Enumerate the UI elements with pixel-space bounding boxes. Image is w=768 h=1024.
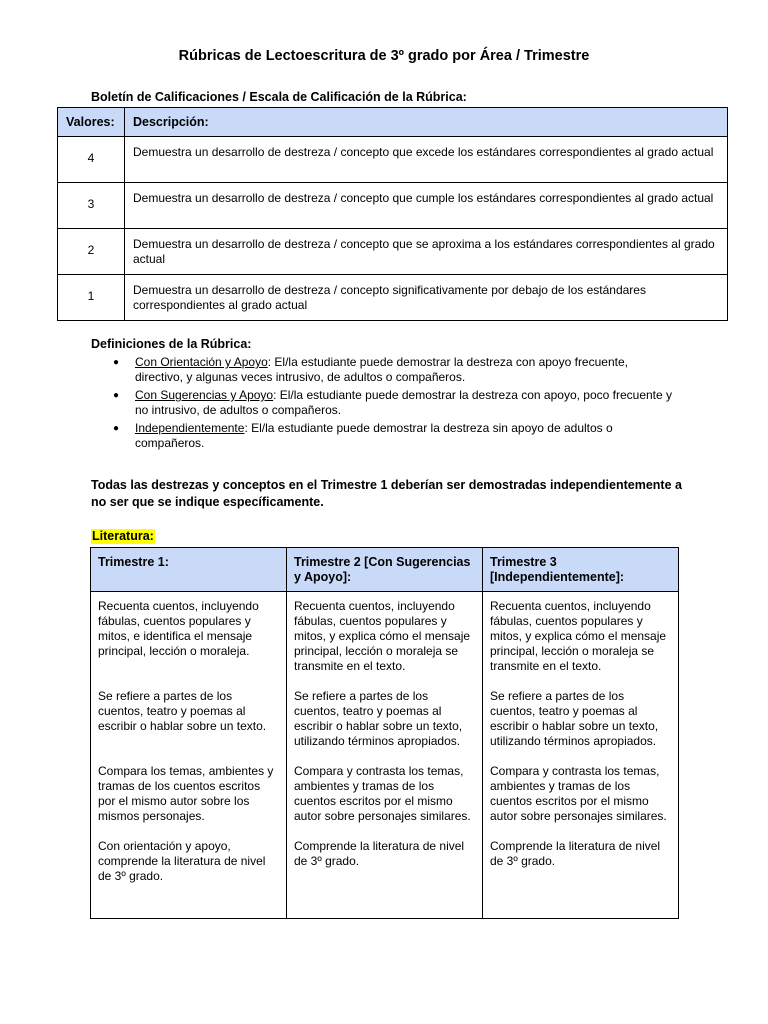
skill-item: Comprende la literatura de nivel de 3º grado. [294, 839, 465, 868]
trimester-1-cell [91, 592, 287, 919]
table-header-row [91, 548, 679, 592]
bullet-icon: ● [113, 357, 120, 368]
scale-description: Demuestra un desarrollo de destreza / concepto que cumple los estándares correspondientes al grado actual [125, 183, 728, 229]
trimester-1-header: Trimestre 1: [91, 548, 287, 592]
grading-scale-table [57, 107, 728, 321]
definitions-list [113, 355, 673, 454]
skill-item: Compara y contrasta los temas, ambientes y tramas de los cuentos escritos por el mismo autor sobre personajes similares. [294, 764, 471, 823]
scale-value: 3 [58, 183, 125, 229]
skill-item: Con orientación y apoyo, comprende la literatura de nivel de 3º grado. [98, 839, 266, 883]
literature-table [90, 547, 679, 919]
list-item [113, 421, 673, 451]
scale-value: 4 [58, 137, 125, 183]
scale-description: Demuestra un desarrollo de destreza / concepto que excede los estándares correspondientes al grado actual [125, 137, 728, 183]
scale-value: 1 [58, 275, 125, 321]
list-item [113, 388, 673, 418]
definition-text: : El/la estudiante puede demostrar la destreza con apoyo frecuente, directivo, y algunas veces intrusivo, de adultos o compañeros. [135, 355, 628, 384]
bullet-icon: ● [113, 423, 120, 434]
definition-term: Independientemente [135, 421, 245, 435]
skill-item: Se refiere a partes de los cuentos, teatro y poemas al escribir o hablar sobre un texto, utilizando términos apropiados. [490, 689, 659, 748]
trimester-notice: Todas las destrezas y conceptos en el Trimestre 1 deberían ser demostradas independientemente a no ser que se indique específicamente. [91, 478, 682, 509]
skill-item: Recuenta cuentos, incluyendo fábulas, cuentos populares y mitos, e identifica el mensaje principal, lección o moraleja. [98, 599, 259, 658]
trimester-3-cell [483, 592, 679, 919]
table-row [58, 137, 728, 183]
list-item [113, 355, 673, 385]
table-header-row [58, 108, 728, 137]
page-title: Rúbricas de Lectoescritura de 3º grado por Área / Trimestre [178, 48, 590, 64]
description-header: Descripción: [125, 108, 728, 137]
literature-heading: Literatura: [92, 529, 154, 543]
skill-item: Compara y contrasta los temas, ambientes y tramas de los cuentos escritos por el mismo autor sobre personajes similares. [490, 764, 667, 823]
bullet-icon: ● [113, 390, 120, 401]
trimester-3-header: Trimestre 3 [Independientemente]: [483, 548, 679, 592]
definition-term: Con Orientación y Apoyo [135, 355, 268, 369]
scale-value: 2 [58, 229, 125, 275]
table-row [58, 275, 728, 321]
trimester-2-cell [287, 592, 483, 919]
skill-item: Recuenta cuentos, incluyendo fábulas, cuentos populares y mitos, y explica cómo el mensaje principal, lección o moraleja se transmite en el texto. [490, 599, 667, 673]
definitions-heading: Definiciones de la Rúbrica: [91, 337, 252, 351]
table-row [58, 183, 728, 229]
table-row [91, 592, 679, 919]
trimester-2-header: Trimestre 2 [Con Sugerencias y Apoyo]: [287, 548, 483, 592]
skill-item: Recuenta cuentos, incluyendo fábulas, cuentos populares y mitos, y explica cómo el mensaje principal, lección o moraleja se transmite en el texto. [294, 599, 471, 673]
skill-item: Comprende la literatura de nivel de 3º grado. [490, 839, 661, 868]
skill-item: Se refiere a partes de los cuentos, teatro y poemas al escribir o hablar sobre un texto. [98, 689, 267, 733]
skill-item: Compara los temas, ambientes y tramas de los cuentos escritos por el mismo autor sobre los mismos personajes. [98, 764, 274, 823]
definition-term: Con Sugerencias y Apoyo [135, 388, 274, 402]
values-header: Valores: [58, 108, 125, 137]
table-row [58, 229, 728, 275]
definition-text: : El/la estudiante puede demostrar la destreza sin apoyo de adultos o compañeros. [135, 421, 613, 450]
definition-text: : El/la estudiante puede demostrar la destreza con apoyo, poco frecuente y no intrusivo, de adultos o compañeros. [135, 388, 673, 417]
scale-description: Demuestra un desarrollo de destreza / concepto que se aproxima a los estándares correspondientes al grado actual [125, 229, 728, 275]
skill-item: Se refiere a partes de los cuentos, teatro y poemas al escribir o hablar sobre un texto, utilizando términos apropiados. [294, 689, 463, 748]
grading-scale-heading: Boletín de Calificaciones / Escala de Calificación de la Rúbrica: [91, 90, 467, 104]
scale-description: Demuestra un desarrollo de destreza / concepto significativamente por debajo de los estándares correspondientes al grado actual [125, 275, 728, 321]
